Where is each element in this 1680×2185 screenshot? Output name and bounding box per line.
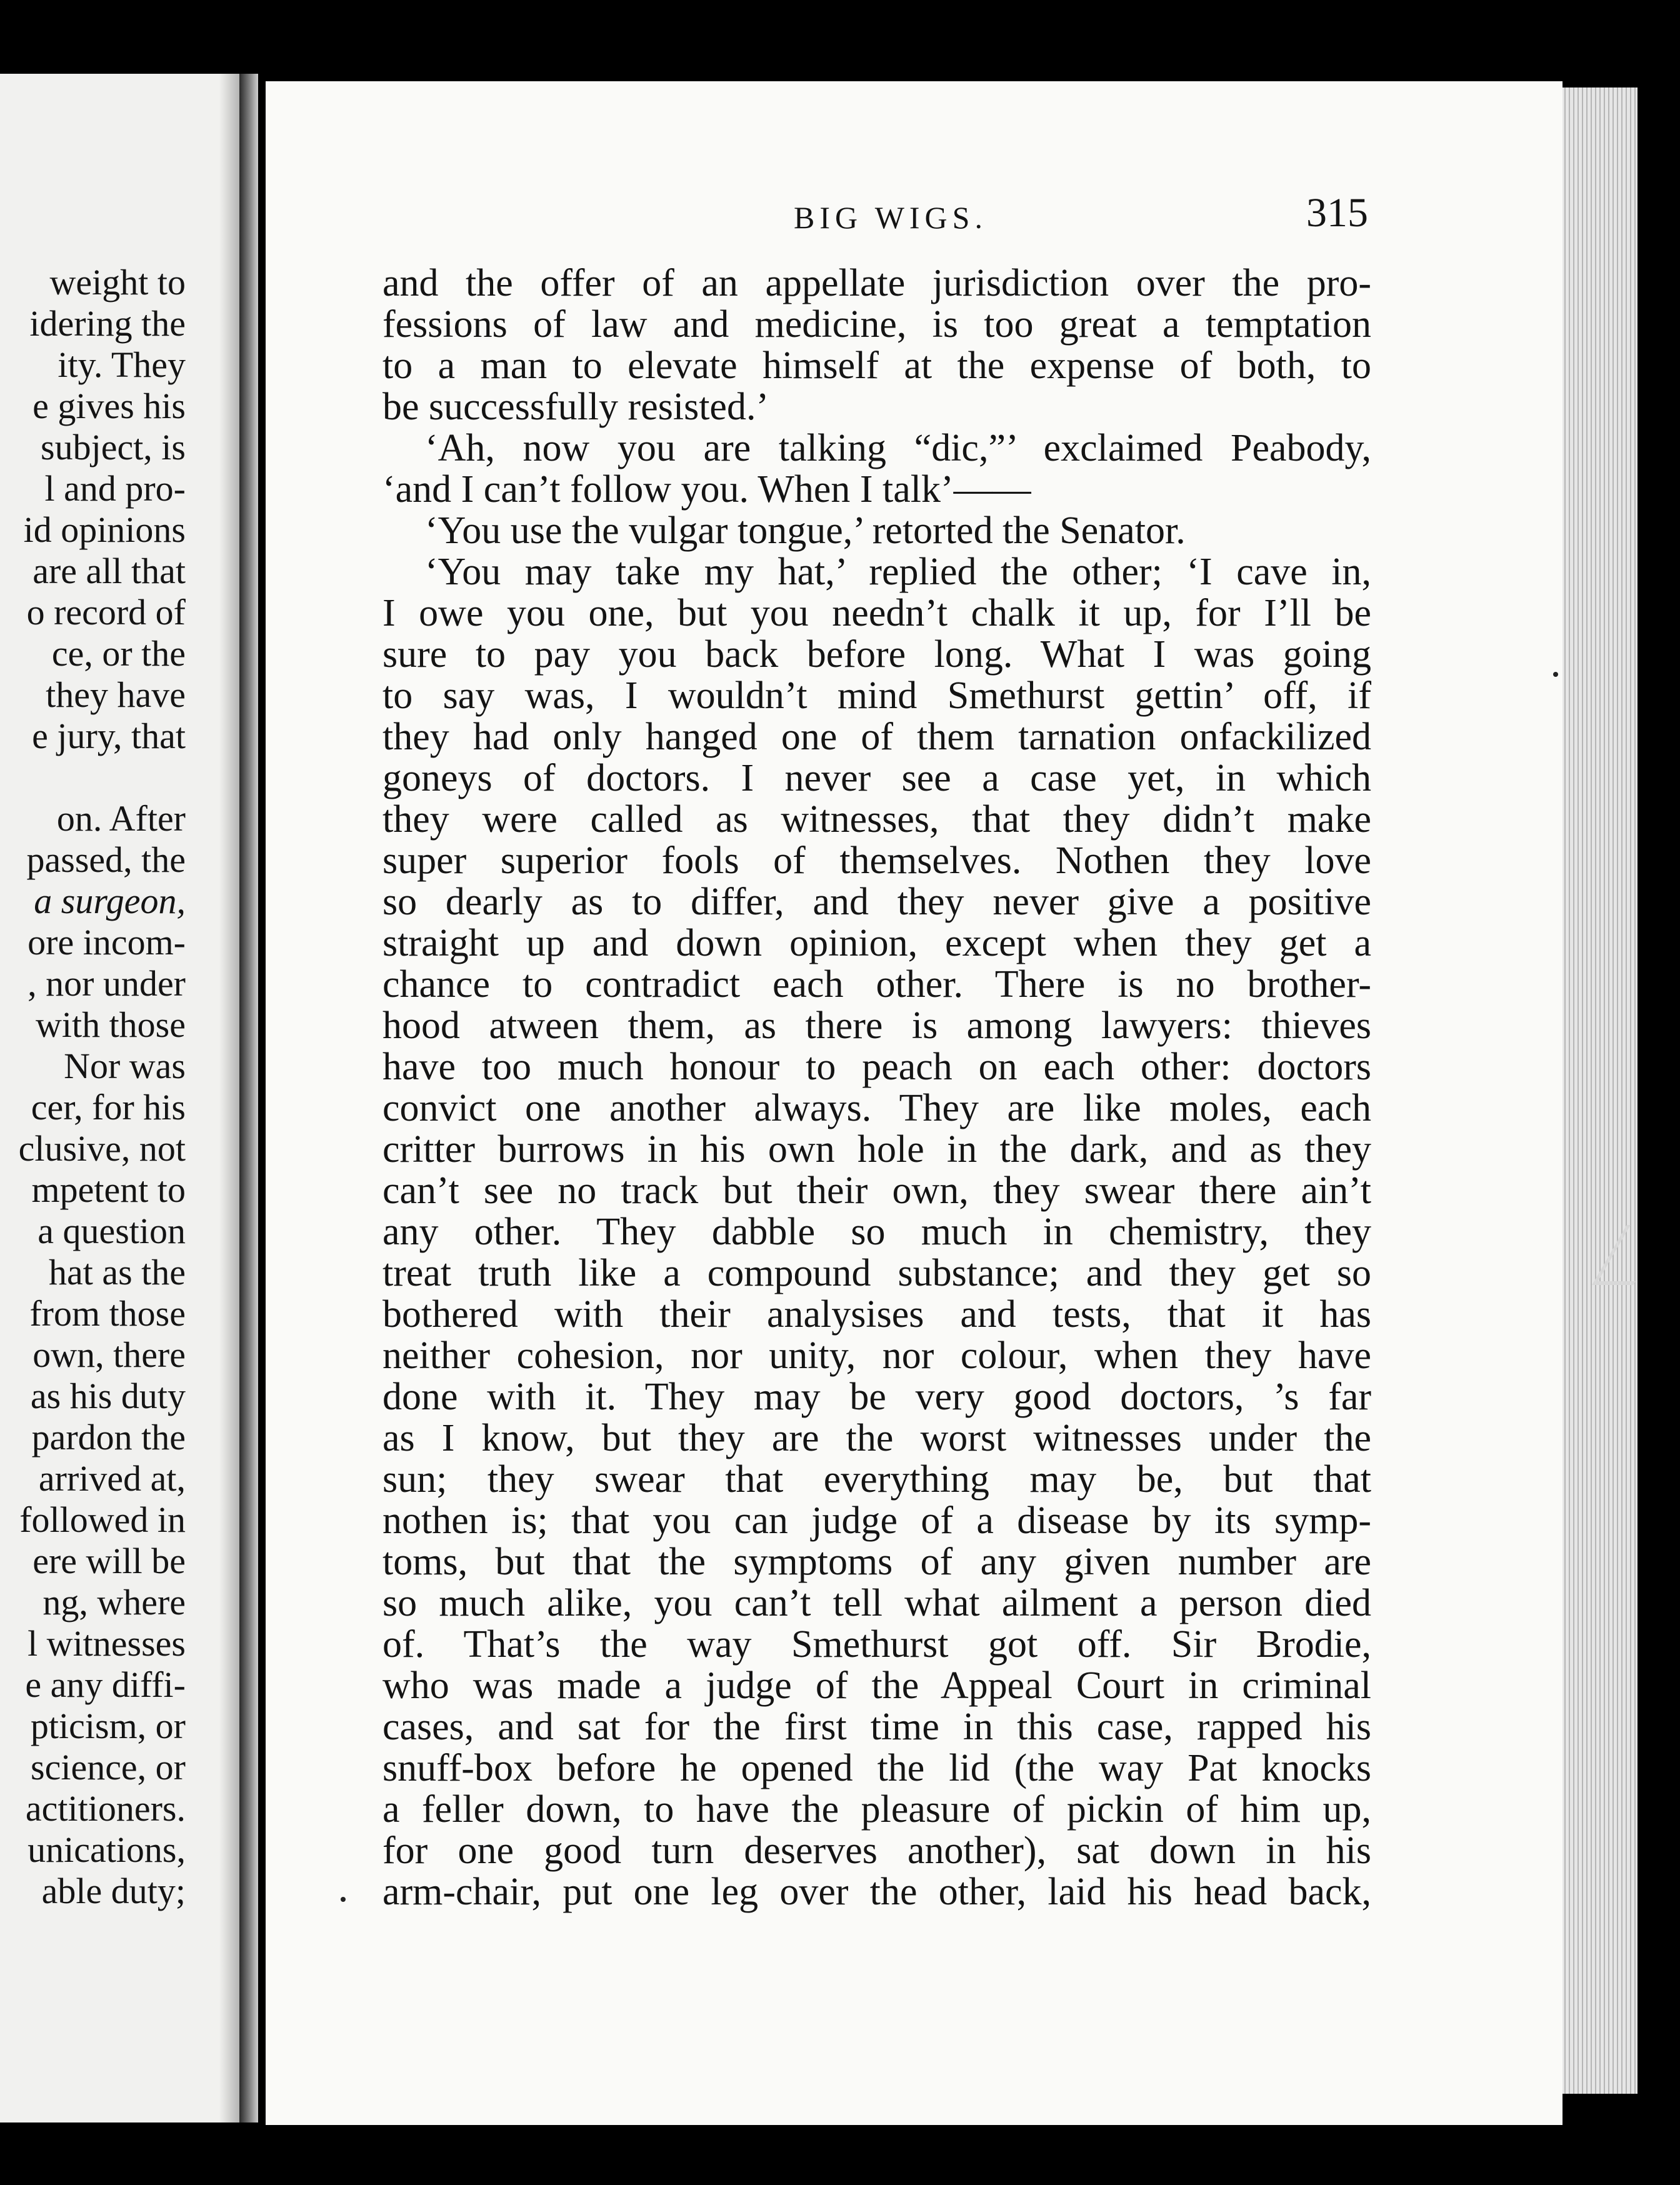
left-line: hat as the <box>48 1252 186 1292</box>
left-line: they have <box>46 674 186 715</box>
speck-mark <box>341 1897 346 1902</box>
body-line: any other. They dabble so much in chemistry, they <box>382 1211 1371 1253</box>
left-page-shadow <box>219 74 239 2122</box>
left-line: able duty; <box>41 1871 186 1911</box>
body-line: arm-chair, put one leg over the other, laid his head back, <box>382 1871 1371 1913</box>
body-line: for one good turn deserves another), sat down in his <box>382 1829 1371 1872</box>
body-line: chance to contradict each other. There is no brother- <box>382 963 1371 1006</box>
left-line: idering the <box>29 303 186 344</box>
left-line: l and pro- <box>44 468 186 509</box>
left-line: arrived at, <box>38 1458 186 1499</box>
left-line: a question <box>38 1211 186 1251</box>
body-line: they were called as witnesses, that they didn’t make <box>382 798 1371 841</box>
left-line: as his duty <box>30 1376 186 1416</box>
body-line: nothen is; that you can judge of a disease by its symp- <box>382 1499 1371 1542</box>
running-head: BIG WIGS. <box>794 200 988 235</box>
left-line: subject, is <box>41 427 186 468</box>
body-line: who was made a judge of the Appeal Court in criminal <box>382 1664 1371 1707</box>
body-line: done with it. They may be very good doctors, ’s far <box>382 1376 1371 1418</box>
body-line: critter burrows in his own hole in the dark, and as they <box>382 1128 1371 1171</box>
body-line: so much alike, you can’t tell what ailment a person died <box>382 1582 1371 1624</box>
left-line: on. After <box>56 798 186 839</box>
left-line: ce, or the <box>51 633 186 674</box>
body-line: as I know, but they are the worst witnesses under the <box>382 1417 1371 1459</box>
page-number: 315 <box>1306 190 1368 236</box>
body-line: ‘You use the vulgar tongue,’ retorted the Senator. <box>425 509 1186 552</box>
left-line: ore incom- <box>28 922 186 962</box>
book-gutter <box>239 74 258 2122</box>
body-line: ‘and I can’t follow you. When I talk’—— <box>382 468 1031 511</box>
body-line: toms, but that the symptoms of any given number are <box>382 1541 1371 1583</box>
left-line: ity. They <box>58 344 186 385</box>
left-line: o record of <box>26 592 186 632</box>
left-line: id opinions <box>23 509 186 550</box>
body-line: sun; they swear that everything may be, but that <box>382 1458 1371 1501</box>
left-line: followed in <box>19 1499 186 1540</box>
left-line: actitioners. <box>25 1788 186 1829</box>
body-line: be successfully resisted.’ <box>382 386 769 428</box>
left-line: pticism, or <box>30 1706 186 1746</box>
left-line: l witnesses <box>28 1623 186 1664</box>
body-line: so dearly as to differ, and they never give a positive <box>382 881 1371 923</box>
left-line: pardon the <box>31 1417 186 1458</box>
body-line: and the offer of an appellate jurisdiction over the pro- <box>382 262 1371 304</box>
left-line: are all that <box>32 551 186 591</box>
body-line: I owe you one, but you needn’t chalk it up, for I’ll be <box>382 592 1371 634</box>
left-line: a surgeon, <box>34 881 186 921</box>
body-line: ‘You may take my hat,’ replied the other; ‘I cave in, <box>425 551 1371 593</box>
left-line: cer, for his <box>31 1087 186 1128</box>
body-line: hood atween them, as there is among lawyers: thieves <box>382 1004 1371 1047</box>
left-page <box>0 74 239 2122</box>
left-line: passed, the <box>26 839 186 880</box>
left-line: ng, where <box>42 1582 186 1622</box>
body-line: neither cohesion, nor unity, nor colour, when they have <box>382 1334 1371 1377</box>
left-line: mpetent to <box>31 1169 186 1210</box>
left-line: unications, <box>28 1829 186 1870</box>
body-line: ‘Ah, now you are talking “dic,”’ exclaimed Peabody, <box>425 427 1371 469</box>
body-line: snuff-box before he opened the lid (the way Pat knocks <box>382 1747 1371 1789</box>
body-line: convict one another always. They are like moles, each <box>382 1087 1371 1129</box>
body-line: super superior fools of themselves. Nothen they love <box>382 839 1371 882</box>
body-line: sure to pay you back before long. What I was going <box>382 633 1371 676</box>
body-line: goneys of doctors. I never see a case yet, in which <box>382 757 1371 799</box>
left-line: weight to <box>49 262 186 302</box>
left-line: own, there <box>32 1334 186 1375</box>
body-line: cases, and sat for the first time in this case, rapped his <box>382 1706 1371 1748</box>
body-line: can’t see no track but their own, they swear there ain’t <box>382 1169 1371 1212</box>
body-line: a feller down, to have the pleasure of pickin of him up, <box>382 1788 1371 1831</box>
left-line: science, or <box>31 1747 186 1788</box>
left-line: from those <box>29 1293 186 1334</box>
left-line: with those <box>35 1004 186 1045</box>
left-line: , nor under <box>28 963 186 1004</box>
speck-mark <box>1553 672 1558 677</box>
body-line: bothered with their analysises and tests, that it has <box>382 1293 1371 1336</box>
body-line: have too much honour to peach on each other: doctors <box>382 1046 1371 1088</box>
body-line: treat truth like a compound substance; and they get so <box>382 1252 1371 1294</box>
left-line: ere will be <box>32 1541 186 1581</box>
left-line: e gives his <box>32 386 186 426</box>
body-line: fessions of law and medicine, is too great a temptation <box>382 303 1371 346</box>
body-line: they had only hanged one of them tarnation onfackilized <box>382 716 1371 758</box>
left-line: clusive, not <box>18 1128 186 1169</box>
left-line: e any diffi- <box>25 1664 186 1705</box>
left-line: Nor was <box>64 1046 186 1086</box>
body-line: of. That’s the way Smethurst got off. Sir Brodie, <box>382 1623 1371 1666</box>
body-line: to say was, I wouldn’t mind Smethurst gettin’ off, if <box>382 674 1371 717</box>
left-line: e jury, that <box>32 716 186 756</box>
body-line: straight up and down opinion, except when they get a <box>382 922 1371 964</box>
body-line: to a man to elevate himself at the expense of both, to <box>382 344 1371 387</box>
